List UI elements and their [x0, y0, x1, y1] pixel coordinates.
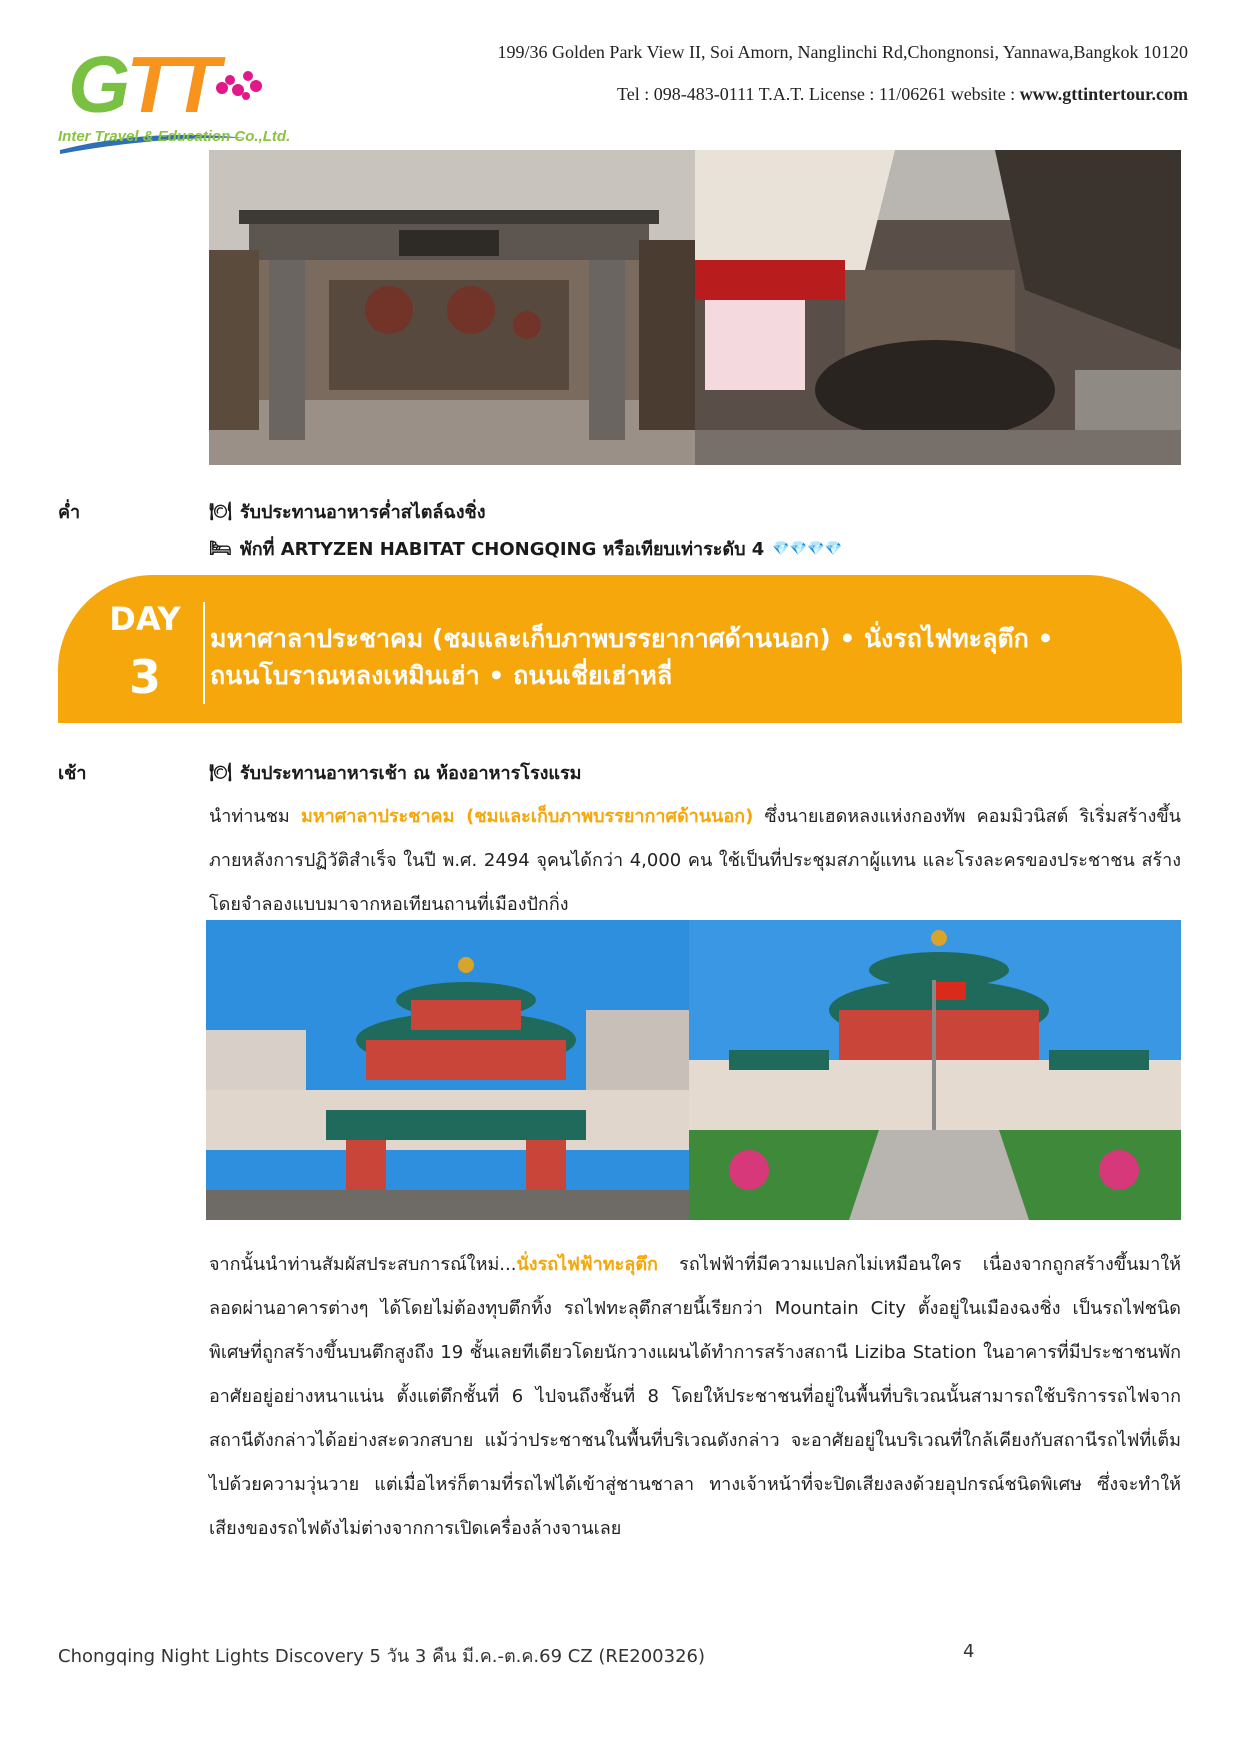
page-number: 4 — [963, 1641, 975, 1662]
banner-divider — [203, 602, 205, 704]
dinner-label: ค่ำ — [58, 502, 81, 523]
company-contact: Tel : 098-483-0111 T.A.T. License : 11/06261 website : www.gttintertour.com — [617, 84, 1188, 104]
plate-icon: 🍽 — [209, 501, 232, 522]
great-hall-photo-1 — [206, 920, 689, 1220]
website-link[interactable]: www.gttintertour.com — [1019, 84, 1188, 104]
diamond-rating-icon: 💎💎💎💎 — [772, 540, 843, 557]
hotel-line: 🛏 พักที่ ARTYZEN HABITAT CHONGQING หรือเทียบเท่าระดับ 4 💎💎💎💎 — [209, 538, 843, 560]
logo-wordmark: GTT — [68, 40, 216, 129]
great-hall-highlight: มหาศาลาประชาคม (ชมและเก็บภาพบรรยากาศด้านนอก) — [300, 806, 754, 827]
plate-icon: 🍽 — [209, 762, 232, 783]
footer-program-name: Chongqing Night Lights Discovery 5 วัน 3 คืน มี.ค.-ต.ค.69 CZ (RE200326) — [58, 1646, 706, 1667]
breakfast-label: เช้า — [58, 763, 87, 784]
company-address: 199/36 Golden Park View II, Soi Amorn, Nanglinchi Rd,Chongnonsi, Yannawa,Bangkok 10120 — [497, 42, 1188, 62]
great-hall-photo-2 — [689, 920, 1181, 1220]
old-street-photo — [695, 150, 1181, 465]
old-town-gate-photo — [209, 150, 695, 465]
bed-icon: 🛏 — [209, 538, 232, 559]
day-word: DAY — [109, 600, 181, 638]
day-number: 3 — [128, 650, 161, 704]
great-hall-description: นำท่านชม มหาศาลาประชาคม (ชมและเก็บภาพบรรยากาศด้านนอก) ซึ่งนายเฮดหลงแห่งกองทัพ คอมมิวนิสต์ ริเริ่มสร้างขึ้นภายหลังการปฏิวัติสำเร็จ ในปี พ.ศ. 2494 จุคนได้กว่า 4,000 คน ใช้เป็นที่ประชุมสภาผู้แทน และโรงละครของประชาชน สร้างโดยจำลองแบบมาจากหอเทียนถานที่เมืองปักกิ่ง — [209, 806, 1181, 915]
breakfast-meal: 🍽 รับประทานอาหารเช้า ณ ห้องอาหารโรงแรม — [209, 762, 582, 784]
train-through-building-description: จากนั้นนำท่านสัมผัสประสบการณ์ใหม่...นั่งรถไฟฟ้าทะลุตึก รถไฟฟ้าที่มีความแปลกไม่เหมือนใคร เนื่องจากถูกสร้างขึ้นมาให้ลอดผ่านอาคารต่างๆ ได้โดยไม่ต้องทุบตึกทิ้ง รถไฟทะลุตึกสายนี้เรียกว่า Mountain City ตั้งอยู่ในเมืองฉงชิ่ง เป็นรถไฟชนิดพิเศษที่ถูกสร้างขึ้นบนตึกสูงถึง 19 ชั้นเลยทีเดียวโดยนักวางแผนได้ทำการสร้างสถานี Liziba Station ในอาคารที่มีประชาชนพักอาศัยอยู่อย่างหนาแน่น ตั้งแต่ตึกชั้นที่ 6 ไปจนถึงชั้นที่ 8 โดยให้ประชาชนที่อยู่ในพื้นที่บริเวณนั้นสามารถใช้บริการรถไฟจากสถานีดังกล่าวได้อย่างสะดวกสบาย แม้ว่าประชาชนในพื้นที่บริเวณดังกล่าว จะอาศัยอยู่ในบริเวณที่ใกล้เคียงกับสถานีรถไฟที่เต็มไปด้วยความวุ่นวาย แต่เมื่อไหร่ก็ตามที่รถไฟได้เข้าสู่ชานชาลา ทางเจ้าหน้าที่จะปิดเสียงลงด้วยอุปกรณ์ชนิดพิเศษ ซึ่งจะทำให้เสียงของรถไฟดังไม่ต่างจากการเปิดเครื่องล้างจานเลย — [209, 1254, 1181, 1539]
company-logo — [58, 40, 291, 150]
flower-icon — [208, 58, 268, 108]
logo-subtitle: Inter Travel & Education Co.,Ltd. — [58, 128, 291, 145]
train-highlight: นั่งรถไฟฟ้าทะลุตึก — [516, 1254, 658, 1275]
dinner-meal: 🍽 รับประทานอาหารค่ำสไตล์ฉงชิ่ง — [209, 501, 486, 523]
day-title: มหาศาลาประชาคม (ชมและเก็บภาพบรรยากาศด้านนอก) • นั่งรถไฟทะลุตึก • ถนนโบราณหลงเหมินเฮ่า • ถนนเชี่ยเฮ่าหลี่ — [210, 624, 1054, 690]
